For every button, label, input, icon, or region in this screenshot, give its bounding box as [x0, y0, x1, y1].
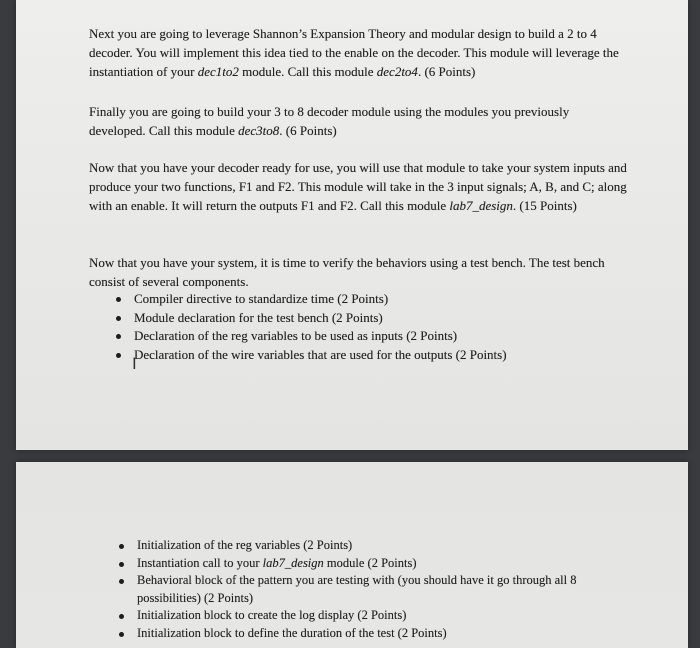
paragraph-text: . (6 Points): [279, 123, 337, 138]
list-item: Initialization of the reg variables (2 Points): [117, 537, 597, 555]
paragraph-text: module. Call this module: [238, 64, 377, 79]
paragraph-dec2to4: [89, 24, 629, 81]
list-item: [117, 555, 597, 573]
list-item: Behavioral block of the pattern you are testing with (you should have it go through all 8 possibilities) (2 Points): [117, 572, 597, 607]
list-item: Initialization block to create the log display (2 Points): [117, 607, 597, 625]
list-item: Declaration of the reg variables to be used as inputs (2 Points): [114, 327, 594, 346]
module-name-dec2to4: dec2to4: [376, 64, 418, 79]
paragraph-lab7-design: [89, 158, 629, 215]
list-item: Compiler directive to standardize time (2 Points): [114, 290, 594, 309]
list-item: Module declaration for the test bench (2 Points): [114, 309, 594, 328]
paragraph-text: Next you are going to leverage Shannon’s Expansion Theory and modular design to build a 2 to 4 decoder. You will implement this idea tied to the enable on the decoder. This module will leverage the instantiation of your: [89, 26, 619, 79]
module-name-lab7-design: lab7_design: [262, 555, 324, 570]
test-bench-components-list-continued: [117, 537, 597, 642]
test-bench-components-list: [114, 290, 594, 364]
paragraph-text: Now that you have your decoder ready for use, you will use that module to take your system inputs and produce your two functions, F1 and F2. This module will take in the 3 input signals; A, B, and C; along with an enable. It will return the outputs F1 and F2. Call this module: [89, 160, 627, 213]
list-item-text: Instantiation call to your: [137, 555, 263, 570]
list-item: Declaration of the wire variables that are used for the outputs (2 Points): [114, 346, 594, 365]
list-item-text: module (2 Points): [323, 555, 417, 570]
paragraph-text: . (6 Points): [417, 64, 476, 79]
list-item: Initialization block to define the duration of the test (2 Points): [117, 625, 597, 643]
paragraph-text: Finally you are going to build your 3 to 8 decoder module using the modules you previously developed. Call this module: [89, 104, 570, 138]
paragraph-test-bench: Now that you have your system, it is time to verify the behaviors using a test bench. The test bench consist of several components.: [89, 255, 605, 289]
module-ref-dec1to2: dec1to2: [197, 64, 239, 79]
text-cursor-icon: I: [132, 354, 137, 373]
paragraph-dec3to8: [89, 102, 609, 140]
module-name-dec3to8: dec3to8: [238, 123, 280, 138]
paragraph-text: . (15 Points): [512, 198, 577, 213]
module-name-lab7-design: lab7_design: [449, 198, 513, 213]
